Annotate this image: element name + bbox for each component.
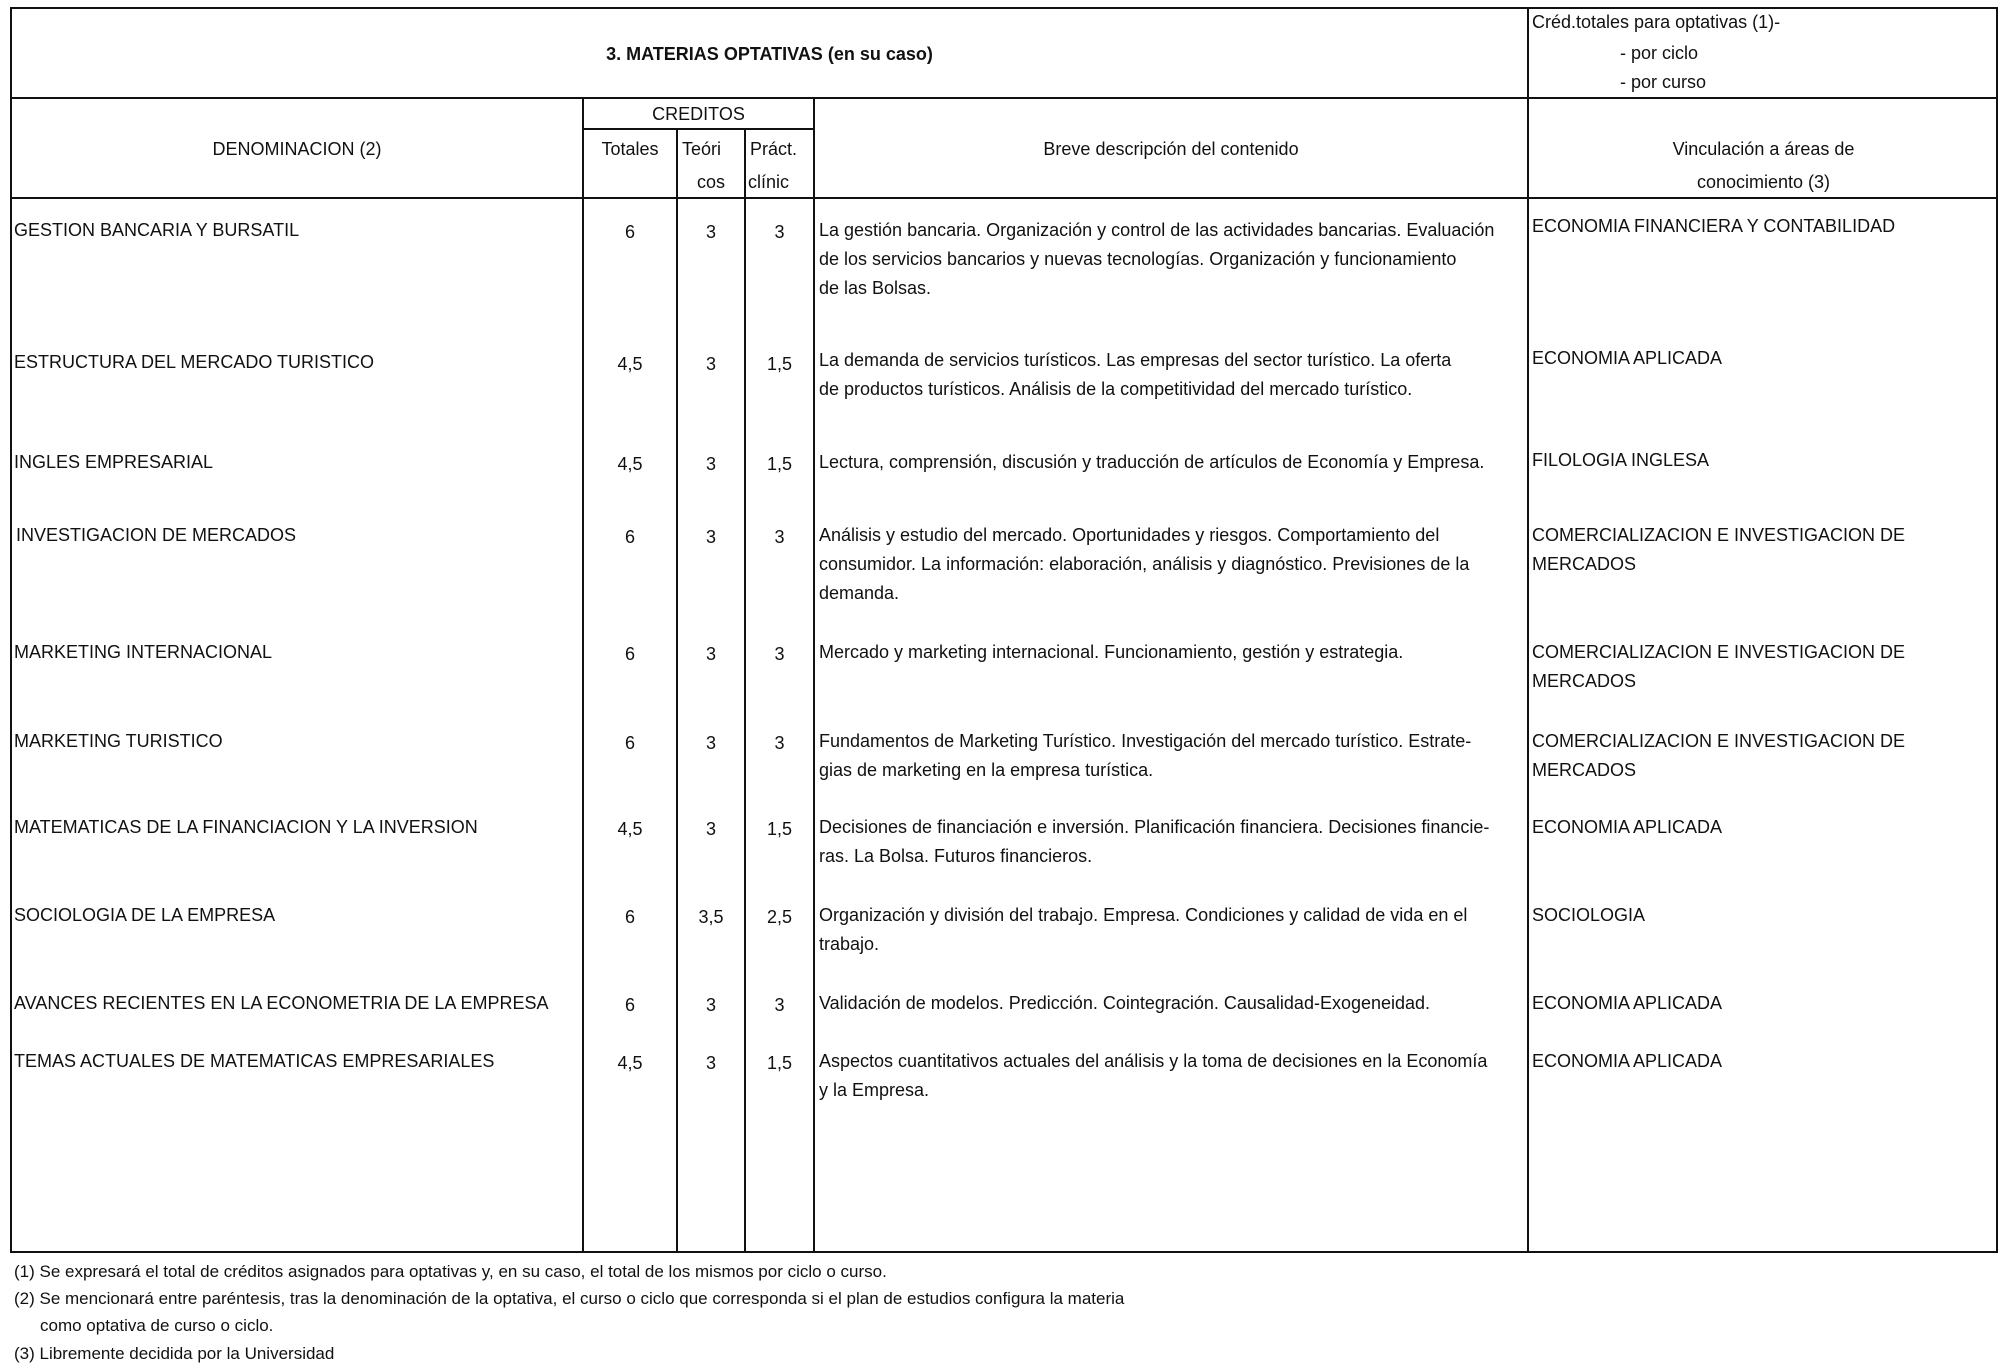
- row-denominacion: SOCIOLOGIA DE LA EMPRESA: [14, 905, 276, 925]
- row-totales: 4,5: [617, 354, 643, 374]
- col-divider-descripcion: [813, 97, 815, 1253]
- row-practicos: 1,5: [766, 819, 793, 839]
- row-area: COMERCIALIZACION E INVESTIGACION DE MERCADOS: [1532, 642, 1906, 691]
- col-header-practicos-2: clínic: [748, 172, 790, 192]
- row-descripcion: La gestión bancaria. Organización y control de las actividades bancarias. Evaluación de los servicios bancarios y nuevas tecnologías. Organización y funcionamiento de las Bolsas.: [819, 220, 1495, 298]
- row-descripcion: La demanda de servicios turísticos. Las empresas del sector turístico. La oferta de productos turísticos. Análisis de la competitividad del mercado turístico.: [819, 350, 1452, 399]
- row-teoricos: 3: [705, 454, 716, 474]
- row-totales: 4,5: [617, 1053, 643, 1073]
- row-denominacion: INVESTIGACION DE MERCADOS: [16, 525, 297, 545]
- row-denominacion: GESTION BANCARIA Y BURSATIL: [14, 220, 300, 240]
- row-teoricos: 3: [705, 819, 716, 839]
- credits-note-line2: - por ciclo: [1620, 43, 1699, 63]
- footnote-1: (1) Se expresará el total de créditos asignados para optativas y, en su caso, el total de los mismos por ciclo o curso.: [14, 1262, 887, 1281]
- row-descripcion: Lectura, comprensión, discusión y traducción de artículos de Economía y Empresa.: [819, 452, 1485, 472]
- row-descripcion: Mercado y marketing internacional. Funcionamiento, gestión y estrategia.: [819, 642, 1404, 662]
- col-header-vinculacion-2: conocimiento (3): [1696, 172, 1831, 192]
- row-teoricos: 3: [705, 354, 716, 374]
- row-practicos: 3: [774, 222, 785, 242]
- row-practicos: 3: [774, 995, 785, 1015]
- row-denominacion: MARKETING INTERNACIONAL: [14, 642, 273, 662]
- row-denominacion: MATEMATICAS DE LA FINANCIACION Y LA INVERSION: [14, 817, 478, 837]
- col-header-creditos: CREDITOS: [652, 104, 745, 124]
- col-divider-teoricos: [676, 128, 678, 1253]
- row-descripcion: Organización y división del trabajo. Empresa. Condiciones y calidad de vida en el trabajo.: [819, 905, 1468, 954]
- row-descripcion: Validación de modelos. Predicción. Cointegración. Causalidad-Exogeneidad.: [819, 993, 1431, 1013]
- col-header-practicos-1: Práct.: [750, 139, 798, 159]
- row-teoricos: 3: [705, 995, 716, 1015]
- row-teoricos: 3: [705, 644, 716, 664]
- row-area: ECONOMIA APLICADA: [1532, 1051, 1723, 1071]
- row-practicos: 1,5: [766, 354, 793, 374]
- row-teoricos: 3: [705, 733, 716, 753]
- row-practicos: 3: [774, 733, 785, 753]
- row-area: SOCIOLOGIA: [1532, 905, 1646, 925]
- col-header-descripcion: Breve descripción del contenido: [1043, 139, 1299, 159]
- row-totales: 6: [624, 907, 635, 927]
- row-denominacion: TEMAS ACTUALES DE MATEMATICAS EMPRESARIALES: [14, 1051, 495, 1071]
- row-area: COMERCIALIZACION E INVESTIGACION DE MERCADOS: [1532, 525, 1906, 574]
- col-header-teoricos-1: Teóri: [682, 139, 722, 159]
- page-title: 3. MATERIAS OPTATIVAS (en su caso): [606, 44, 933, 64]
- col-header-teoricos-2: cos: [696, 172, 725, 192]
- credits-note-line1: Créd.totales para optativas (1)-: [1532, 12, 1781, 32]
- row-denominacion: MARKETING TURISTICO: [14, 731, 223, 751]
- header-divider: [10, 197, 1998, 199]
- footnote-2a: (2) Se mencionará entre paréntesis, tras la denominación de la optativa, el curso o ciclo que corresponda si el plan de estudios configura la materia: [14, 1289, 1125, 1308]
- row-totales: 4,5: [617, 454, 643, 474]
- row-practicos: 3: [774, 527, 785, 547]
- row-totales: 6: [624, 733, 635, 753]
- row-area: FILOLOGIA INGLESA: [1532, 450, 1710, 470]
- row-totales: 6: [624, 527, 635, 547]
- row-totales: 6: [624, 644, 635, 664]
- row-denominacion: ESTRUCTURA DEL MERCADO TURISTICO: [14, 352, 375, 372]
- row-teoricos: 3,5: [698, 907, 724, 927]
- row-teoricos: 3: [705, 1053, 716, 1073]
- col-header-vinculacion-1: Vinculación a áreas de: [1672, 139, 1855, 159]
- col-divider-practicos: [744, 128, 746, 1253]
- row-practicos: 3: [774, 644, 785, 664]
- row-area: ECONOMIA APLICADA: [1532, 817, 1723, 837]
- row-teoricos: 3: [705, 527, 716, 547]
- row-descripcion: Aspectos cuantitativos actuales del análisis y la toma de decisiones en la Economía y la Empresa.: [819, 1051, 1488, 1100]
- row-denominacion: AVANCES RECIENTES EN LA ECONOMETRIA DE LA EMPRESA: [14, 993, 549, 1013]
- row-area: ECONOMIA APLICADA: [1532, 993, 1723, 1013]
- row-totales: 6: [624, 222, 635, 242]
- footnote-3: (3) Libremente decidida por la Universidad: [14, 1344, 335, 1363]
- row-totales: 4,5: [617, 819, 643, 839]
- credits-note-line3: - por curso: [1620, 72, 1707, 92]
- col-header-denominacion: DENOMINACION (2): [212, 139, 382, 159]
- row-descripcion: Fundamentos de Marketing Turístico. Investigación del mercado turístico. Estrate- gias de marketing en la empresa turística.: [819, 731, 1472, 780]
- row-practicos: 1,5: [766, 454, 793, 474]
- title-divider: [10, 97, 1998, 99]
- row-area: ECONOMIA FINANCIERA Y CONTABILIDAD: [1532, 216, 1896, 236]
- row-denominacion: INGLES EMPRESARIAL: [14, 452, 214, 472]
- row-area: ECONOMIA APLICADA: [1532, 348, 1723, 368]
- row-area: COMERCIALIZACION E INVESTIGACION DE MERCADOS: [1532, 731, 1906, 780]
- col-header-totales: Totales: [601, 139, 659, 159]
- col-divider-totales: [582, 97, 584, 1253]
- row-descripcion: Análisis y estudio del mercado. Oportunidades y riesgos. Comportamiento del consumidor. La información: elaboración, análisis y diagnóstico. Previsiones de la demanda.: [819, 525, 1470, 603]
- row-practicos: 1,5: [766, 1053, 793, 1073]
- footnote-2b: como optativa de curso o ciclo.: [40, 1316, 274, 1335]
- row-descripcion: Decisiones de financiación e inversión. Planificación financiera. Decisiones financie- ras. La Bolsa. Futuros financieros.: [819, 817, 1490, 866]
- row-teoricos: 3: [705, 222, 716, 242]
- row-practicos: 2,5: [766, 907, 793, 927]
- row-totales: 6: [624, 995, 635, 1015]
